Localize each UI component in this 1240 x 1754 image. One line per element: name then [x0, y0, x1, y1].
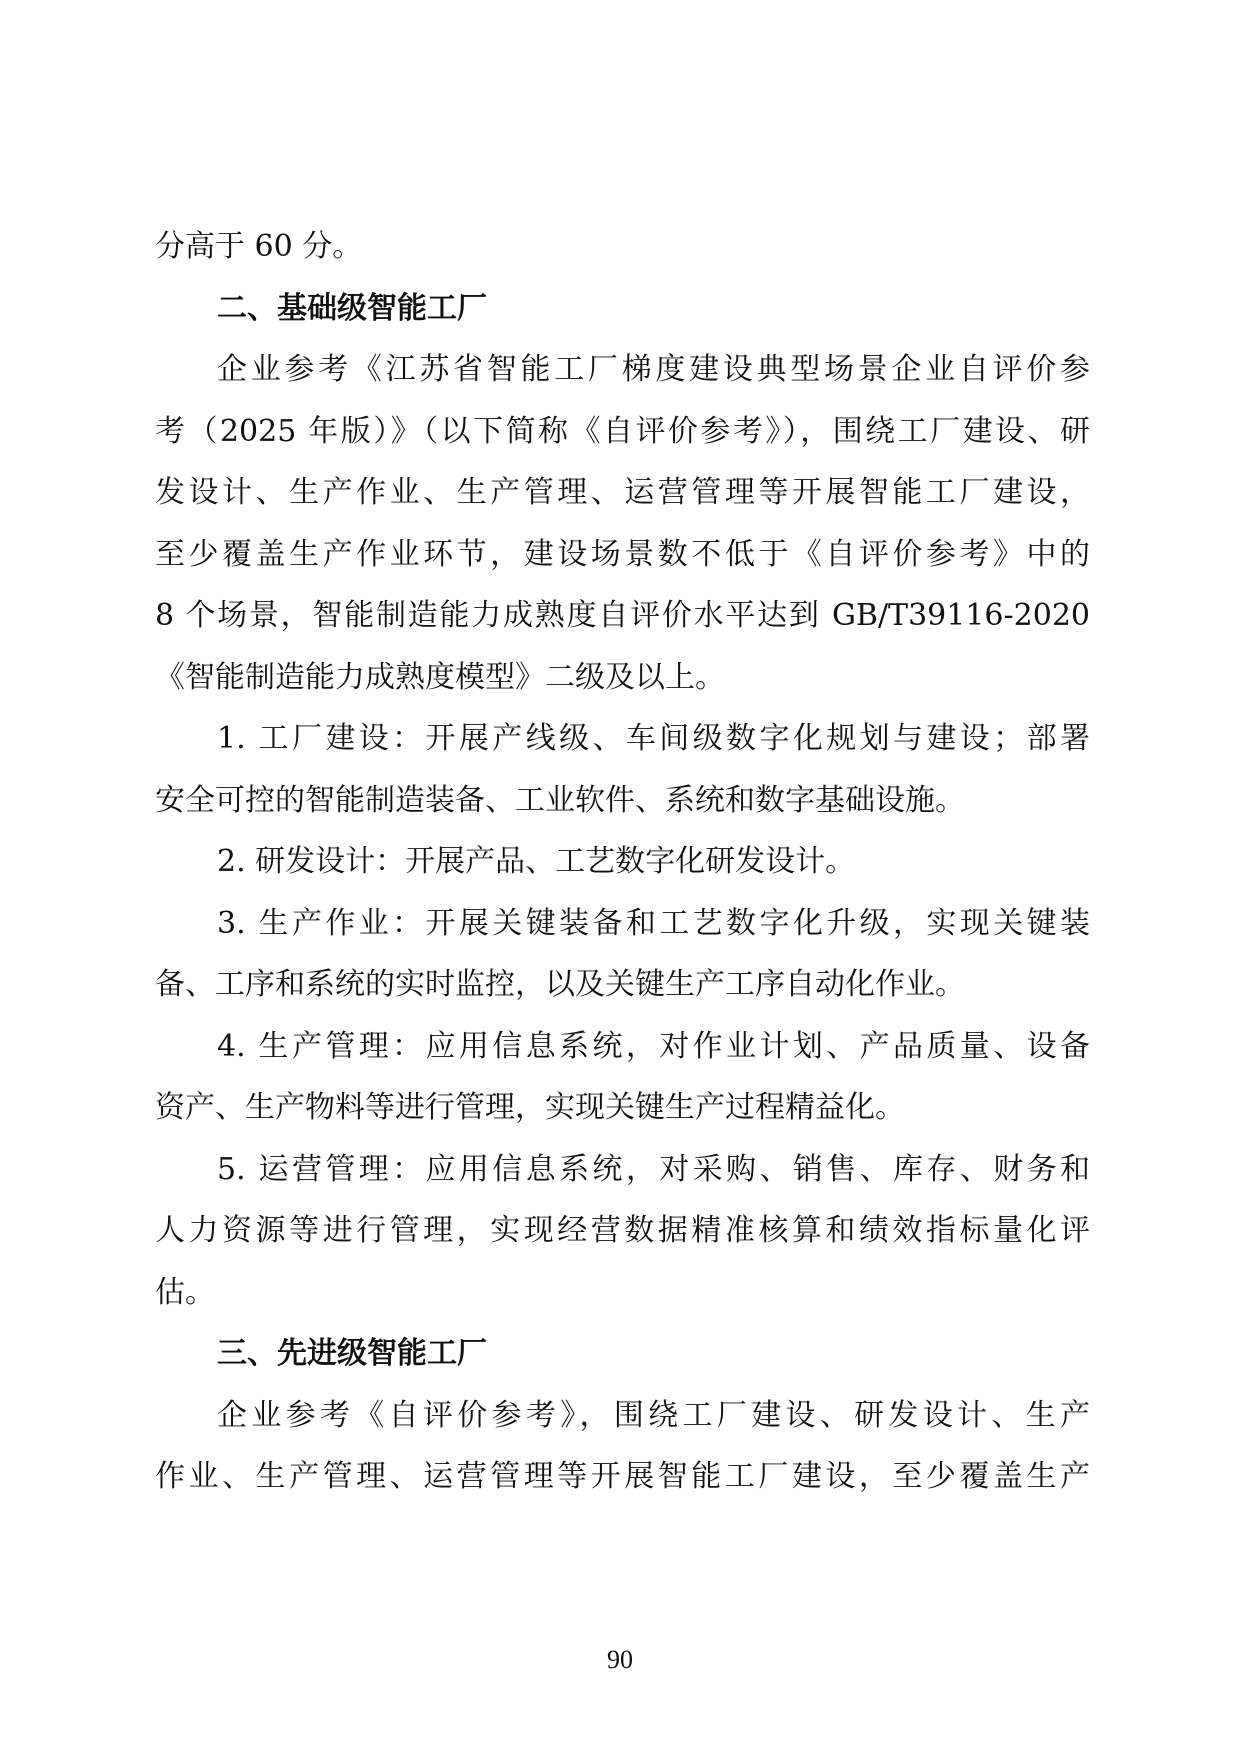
list-item-line: 资产、生产物料等进行管理，实现关键生产过程精益化。	[155, 1090, 905, 1125]
list-item-line: 5. 运营管理：应用信息系统，对采购、销售、库存、财务和	[217, 1151, 1090, 1187]
list-item-line: 安全可控的智能制造装备、工业软件、系统和数字基础设施。	[155, 782, 965, 818]
paragraph-line: 企业参考《自评价参考》，围绕工厂建设、研发设计、生产	[217, 1397, 1090, 1433]
list-item-line: 人力资源等进行管理，实现经营数据精准核算和绩效指标量化评	[155, 1213, 1090, 1248]
paragraph-line: 8 个场景，智能制造能力成熟度自评价水平达到 GB/T39116-2020	[155, 598, 1090, 633]
list-item-line: 备、工序和系统的实时监控，以及关键生产工序自动化作业。	[155, 967, 965, 1002]
paragraph-line: 考（2025 年版）》（以下简称《自评价参考》），围绕工厂建设、研	[155, 413, 1090, 449]
paragraph-line: 《智能制造能力成熟度模型》二级及以上。	[155, 659, 725, 695]
section-heading-advanced: 三、先进级智能工厂	[217, 1336, 487, 1371]
paragraph-line: 至少覆盖生产作业环节，建设场景数不低于《自评价参考》中的	[155, 536, 1090, 572]
paragraph-line: 企业参考《江苏省智能工厂梯度建设典型场景企业自评价参	[217, 352, 1090, 387]
page-number: 90	[607, 1645, 633, 1674]
paragraph-line: 分高于 60 分。	[155, 229, 363, 264]
paragraph-line: 作业、生产管理、运营管理等开展智能工厂建设，至少覆盖生产	[155, 1459, 1090, 1494]
list-item-line: 4. 生产管理：应用信息系统，对作业计划、产品质量、设备	[217, 1028, 1090, 1064]
list-item-line: 估。	[155, 1274, 215, 1310]
section-heading-basic: 二、基础级智能工厂	[217, 290, 487, 326]
list-item-line: 1. 工厂建设：开展产线级、车间级数字化规划与建设；部署	[217, 721, 1090, 756]
list-item-line: 3. 生产作业：开展关键装备和工艺数字化升级，实现关键装	[217, 905, 1090, 941]
document-body	[155, 216, 1090, 1508]
paragraph-line: 发设计、生产作业、生产管理、运营管理等开展智能工厂建设，	[155, 475, 1090, 510]
list-item-line: 2. 研发设计：开展产品、工艺数字化研发设计。	[217, 844, 856, 879]
